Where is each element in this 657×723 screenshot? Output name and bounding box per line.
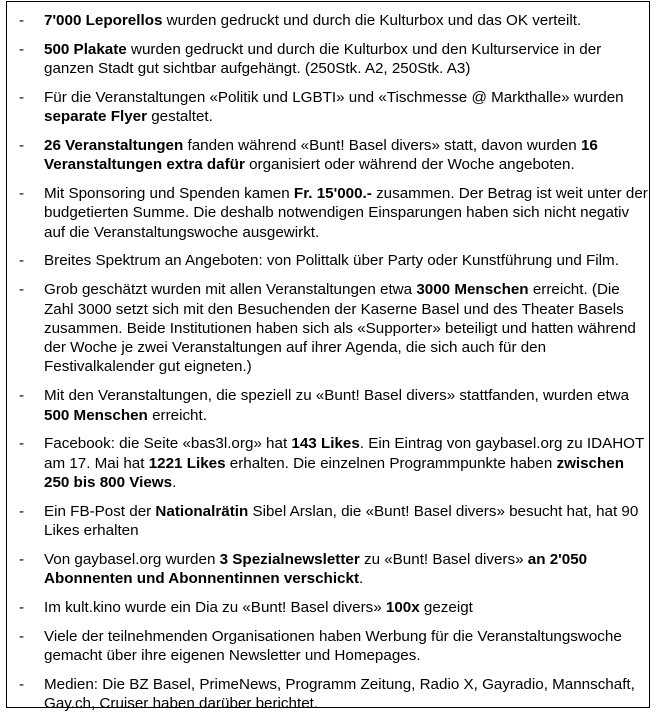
list-item-text	[44, 550, 649, 589]
text-run: erreicht. (Die Zahl 3000 setzt sich mit den Besuchenden der Kaserne Basel und des Theater Basels zusammen. Beide Institutionen haben sich als «Supporter» beteiligt und hatten während der Woche je zwei Veranstaltungen auf ihrer Agenda, die sich auch für den Festivalkalender gut eigneten.)	[44, 281, 636, 376]
bullet-dash: -	[19, 435, 25, 453]
text-run: zusammen. Der Betrag ist weit unter der budgetierten Summe. Die deshalb notwendigen Einsparungen haben sich nicht negativ auf die Veranstaltungswoche ausgewirkt.	[44, 185, 648, 241]
text-run: organisiert oder während der Woche angeboten.	[244, 156, 575, 174]
list-item	[19, 136, 649, 175]
bullet-dash: -	[19, 502, 25, 520]
bold-text-run: 500 Menschen	[44, 406, 148, 424]
bold-text-run: an 2'050 Abonnenten und Abonnentinnen verschickt	[44, 550, 588, 588]
list-item-text	[44, 627, 649, 666]
list-item	[19, 598, 649, 617]
list-item	[19, 88, 649, 127]
bold-text-run: 26 Veranstaltungen	[44, 136, 184, 154]
bullet-dash: -	[19, 627, 25, 645]
bullet-dash: -	[19, 675, 25, 693]
list-item	[19, 11, 649, 30]
text-run: . Ein Eintrag von gaybasel.org zu IDAHOT am 17. Mai hat	[44, 435, 644, 472]
list-item	[19, 434, 649, 492]
bullet-dash: -	[19, 598, 25, 616]
text-run: wurden gedruckt und durch die Kulturbox und den Kulturservice in der ganzen Stadt gut sichtbar aufgehängt. (250Stk. A2, 250Stk. A3)	[44, 40, 602, 78]
text-run: Breites Spektrum an Angeboten: von Polittalk über Party oder Kunstführung und Film.	[44, 252, 619, 270]
text-run: wurden gedruckt und durch die Kulturbox und das OK verteilt.	[162, 12, 582, 29]
text-run: gezeigt	[419, 598, 473, 616]
bullet-dash: -	[19, 185, 25, 203]
bold-text-run: 100x	[385, 598, 420, 616]
bold-text-run: Fr. 15'000.-	[293, 185, 372, 203]
list-item	[19, 502, 649, 541]
text-run: erreicht.	[147, 406, 207, 424]
bullet-dash: -	[19, 40, 25, 58]
bold-text-run: 1221 Likes	[148, 454, 226, 472]
list-item-text	[44, 675, 649, 714]
list-item-text	[44, 184, 649, 242]
text-run: Facebook: die Seite «bas3l.org» hat	[44, 435, 292, 453]
bold-text-run: 3000 Menschen	[416, 281, 529, 299]
text-run: Viele der teilnehmenden Organisationen haben Werbung für die Veranstaltungswoche gemacht über ihre eigenen Newsletter und Homepages.	[44, 627, 622, 665]
bold-text-run: 7'000 Leporellos	[44, 12, 163, 29]
text-run: Grob geschätzt wurden mit allen Veranstaltungen etwa	[44, 281, 417, 299]
text-run: Mit den Veranstaltungen, die speziell zu «Bunt! Basel divers» stattfanden, wurden etwa	[44, 387, 630, 405]
bullet-dash: -	[19, 136, 25, 154]
text-run: erhalten. Die einzelnen Programmpunkte haben	[225, 454, 557, 472]
bold-text-run: zwischen 250 bis 800 Views	[44, 454, 625, 491]
bullet-dash: -	[19, 12, 25, 29]
bullet-dash: -	[19, 550, 25, 568]
list-item-text	[44, 136, 649, 175]
bold-text-run: 3 Spezialnewsletter	[219, 550, 360, 568]
bold-text-run: 143 Likes	[291, 435, 360, 453]
list-item-text	[44, 88, 649, 127]
bold-text-run: 16 Veranstaltungen extra dafür	[44, 136, 598, 174]
text-run: Von gaybasel.org wurden	[44, 550, 220, 568]
list-item-text	[44, 251, 649, 270]
document-frame	[6, 1, 650, 713]
list-item-text	[44, 40, 649, 79]
text-run: .	[359, 570, 364, 588]
list-item	[19, 675, 649, 714]
bullet-dash: -	[19, 88, 25, 106]
text-run: Medien: Die BZ Basel, PrimeNews, Programm Zeitung, Radio X, Gayradio, Mannschaft, Gay.ch, Cruiser haben darüber berichtet.	[44, 675, 635, 713]
text-run: .	[172, 473, 177, 491]
list-item	[19, 386, 649, 425]
bullet-list	[19, 11, 649, 723]
list-item	[19, 251, 649, 270]
text-run: Ein FB-Post der	[44, 502, 156, 520]
list-item	[19, 550, 649, 589]
bullet-dash: -	[19, 387, 25, 405]
list-item	[19, 627, 649, 666]
text-run: Für die Veranstaltungen «Politik und LGBTI» und «Tischmesse @ Markthalle» wurden	[44, 88, 624, 106]
bullet-dash: -	[19, 281, 25, 299]
text-run: Sibel Arslan, die «Bunt! Basel divers» besucht hat, hat 90 Likes erhalten	[44, 502, 639, 540]
bold-text-run: Nationalrätin	[155, 502, 249, 520]
list-item-text	[44, 502, 649, 541]
text-run: gestaltet.	[147, 108, 213, 126]
bold-text-run: separate Flyer	[44, 108, 147, 126]
list-item	[19, 184, 649, 242]
text-run: Mit Sponsoring und Spenden kamen	[44, 185, 294, 203]
text-run: zu «Bunt! Basel divers»	[359, 550, 528, 568]
list-item-text	[44, 598, 649, 617]
list-item-text	[44, 386, 649, 425]
text-run: fanden während «Bunt! Basel divers» statt, davon wurden	[183, 136, 581, 154]
list-item-text	[44, 434, 649, 492]
bullet-dash: -	[19, 252, 25, 270]
text-run: Im kult.kino wurde ein Dia zu «Bunt! Basel divers»	[44, 598, 386, 616]
list-item-text	[44, 280, 649, 376]
bold-text-run: 500 Plakate	[44, 40, 127, 58]
list-item-text	[44, 11, 649, 30]
list-item	[19, 40, 649, 79]
list-item	[19, 280, 649, 376]
